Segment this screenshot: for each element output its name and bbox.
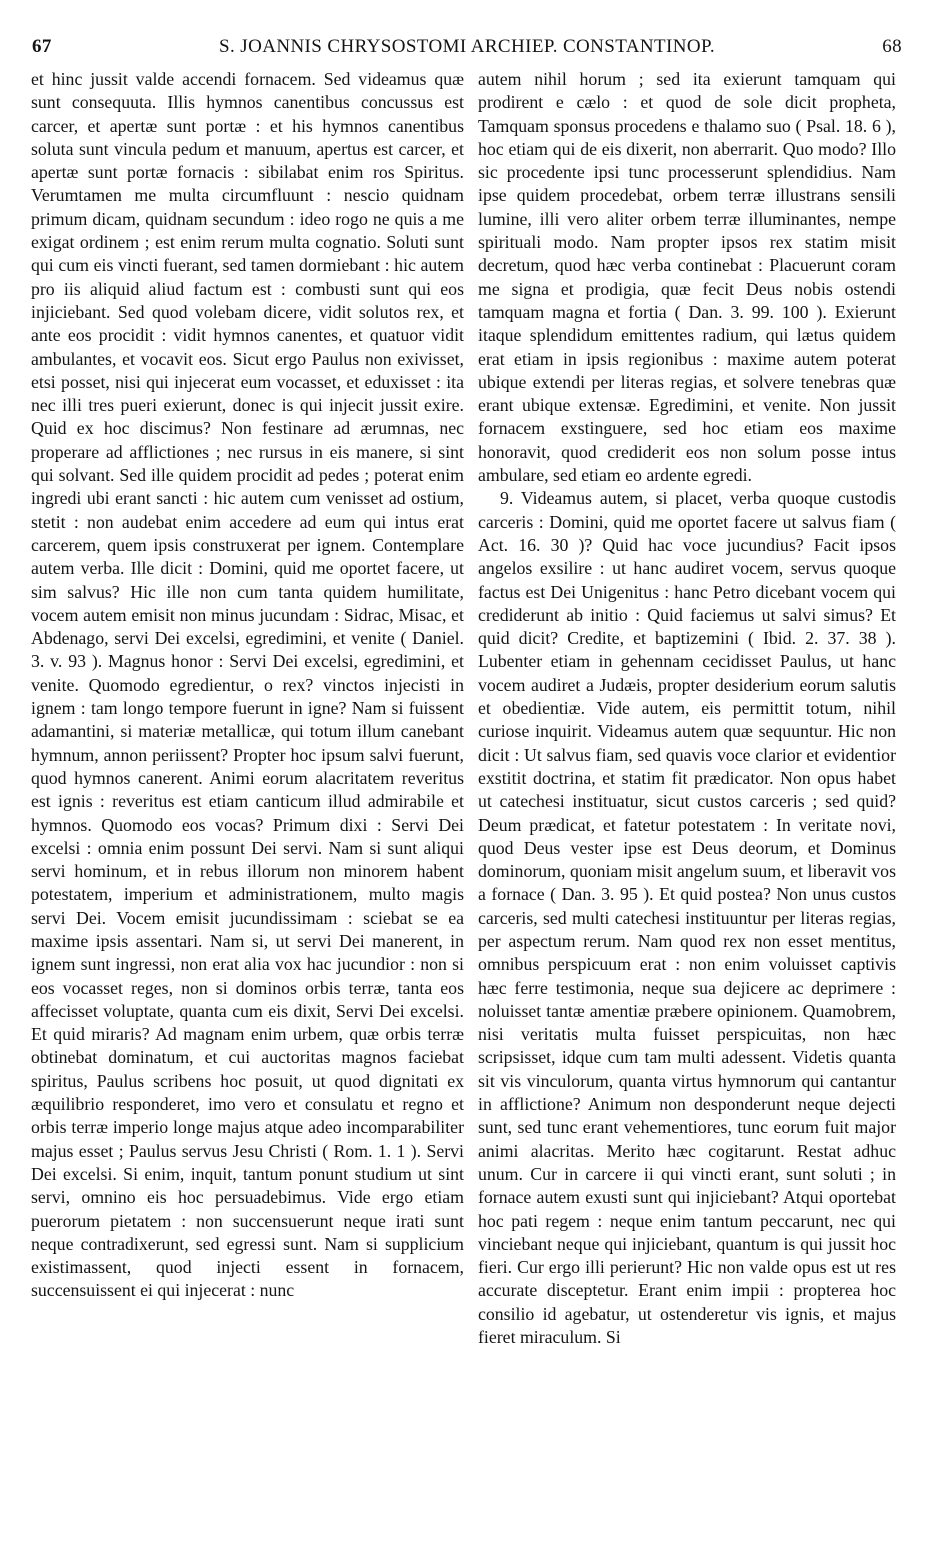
paragraph: 9. Videamus autem, si placet, verba quoque custodis carceris : Domini, quid me oportet facere ut salvus fiam ( Act. 16. 30 )? Quid hac voce jucundius? Facit ipsos angelos exsilire : ut hanc audiret vocem, servus quoque factus est Dei Unigenitus : hanc Petro dicebant vocem qui crediderunt ab initio : Quid faciemus ut salvi simus? Et quid dicit? Credite, et baptizemini ( Ibid. 2. 37. 38 ). Lubenter etiam in gehennam cecidisset Paulus, ut hanc vocem audiret a Judæis, propter desiderium eorum salutis et obedientiæ. Vide autem, eis permittit totum, nihil curiose inquirit. Videamus autem quæ sequuntur. Hic non dicit : Ut salvus fiam, sed quavis voce clarior et evidentior exstitit doctrina, et statim fit prædicator. Non opus habet ut catechesi instituatur, sicut custos carceris ; sed quid? Deum prædicat, et fatetur potestatem : In veritate novi, quod Deus vester ipse est Deus deorum, et Dominus dominorum, quoniam misit angelum suum, et liberavit vos a fornace ( Dan. 3. 95 ). Et quid postea? Non unus custos carceris, sed multi catechesi instituuntur per literas regias, per aspectum rerum. Nam quod rex non esset mentitus, omnibus perspicuum erat : non enim voluisset captivis hæc ferre testimonia, neque sua dejicere ac deprimere : noluisset tantæ amentiæ præbere opinionem. Quamobrem, nisi veritatis multa fuisset perspicuitas, non hæc scripsisset, idque cum tam multi adessent. Videtis quanta sit vis vinculorum, quanta virtus hymnorum qui cantantur in afflictione? Animum non desponderunt neque dejecti sunt, sed tunc erant vehementiores, tunc eorum fuit major animi alacritas. Merito hæc cogitarunt. Restat adhuc unum. Cur in carcere ii qui vincti erant, sunt soluti ; in fornace autem exusti sunt qui injiciebant? Atqui oportebat hoc pati regem : neque enim tantum peccarunt, nec qui vinciebant neque qui injiciebant, quantum is qui jussit hoc fieri. Cur ergo illi perierunt? Hic non valde opus est ut res accurate disceptetur. Erant enim impii : propterea hoc consilio id agebatur, ut ostenderetur vis ignis, et majus fieret miraculum. Si xyxy=(478,488,896,1348)
left-column xyxy=(31,68,464,1524)
paragraph: autem nihil horum ; sed ita exierunt tamquam qui prodirent e cælo : et quod de sole dicit propheta, Tamquam sponsus procedens e thalamo suo ( Psal. 18. 6 ), hoc etiam qui de eis dixerit, non aberrarit. Quo modo? Illo sic procedente ipsi tunc processerunt splendidius. Nam ipse quidem procedebat, orbem terræ illustrans sensili lumine, illi vero aliter orbem terræ illuminantes, nempe spirituali modo. Nam propter ipsos rex statim misit decretum, quod hæc verba continebat : Placuerunt coram me signa et prodigia, quæ fecit Deus nobis ostendi tamquam magna et fortia ( Dan. 3. 99. 100 ). Exierunt itaque splendidum emittentes radium, qui lætus quidem erat etiam in ipsis regionibus : maxime autem poterat ubique extendi per literas regias, et solvere tenebras quæ erant ubique extensæ. Egredimini, et venite. Non jussit fornacem exstinguere, sed hoc etiam eos maxime honoravit, quod crediderit eos non solum posse intus ambulare, sed etiam eo ardente egredi. xyxy=(478,69,896,486)
page-number-right: 68 xyxy=(882,36,902,57)
right-column xyxy=(478,68,896,1524)
running-title: S. JOANNIS CHRYSOSTOMI ARCHIEP. CONSTANTINOP. xyxy=(219,36,715,57)
page-number-left: 67 xyxy=(32,36,52,57)
page-header xyxy=(28,28,906,62)
paragraph: et hinc jussit valde accendi fornacem. Sed videamus quæ sunt consequuta. Illis hymnos canentibus concussus est carcer, et apertæ sunt portæ : et his hymnos canentibus soluta sunt vincula pedum et manuum, apertus est carcer, et apertæ sunt portæ fornacis : sibilabat enim ros Spiritus. Verumtamen me multa circumfluunt : nescio quidnam primum dicam, quidnam secundum : ideo rogo ne quis a me exigat ordinem ; est enim rerum multa cognatio. Soluti sunt qui cum eis vincti fuerant, sed tamen dormiebant : hic autem pro iis aliquid aliud factum est : combusti sunt qui eos injiciebant. Sed quod volebam dicere, vidit solutos rex, et ante eos procidit : vidit hymnos canentes, et quatuor vidit ambulantes, et vocavit eos. Sicut ergo Paulus non exivisset, etsi posset, nisi qui injecerat eum vocasset, et eduxisset : ita nec illi tres pueri exierunt, donec is qui injecit jussit exire. Quid ex hoc discimus? Non festinare ad ærumnas, nec properare ad afflictiones ; nec rursus in eis manere, si sint qui solvant. Sed ille quidem procidit ad pedes ; poterat enim ingredi ubi erant sancti : hic autem cum venisset ad ostium, stetit : non audebat enim accedere ad eum qui intus erat carcerem, quem ipsis construxerat per ignem. Contemplare autem verba. Ille dicit : Domini, quid me oportet facere, ut sim salvus? Hic ille non cum tanta quidem humilitate, vocem autem emisit non minus jucundam : Sidrac, Misac, et Abdenago, servi Dei excelsi, egredimini, et venite ( Daniel. 3. v. 93 ). Magnus honor : Servi Dei excelsi, egredimini, et venite. Quomodo egredientur, o rex? vinctos injecisti in ignem : tam longo tempore fuerunt in igne? Nam si fuissent adamantini, si materiæ metallicæ, qui totum illum canebant hymnum, annon periissent? Propter hoc ipsum salvi fuerunt, quod hymnos canerent. Animi eorum alacritatem reveritus est ignis : reveritus est etiam canticum illud admirabile et hymnos. Quomodo eos vocas? Primum dixi : Servi Dei excelsi : omnia enim possunt Dei servi. Nam si sunt aliqui servi hominum, et in rebus illorum non minorem habent potestatem, imperium et administrationem, multo magis servi Dei. Vocem emisit jucundissimam : sciebat se ea maxime ipsis assentari. Nam si, ut servi Dei manerent, in ignem sunt ingressi, non erat alia vox hac jucundior : non si eos vocasset reges, non si dominos orbis terræ, tanta eos affecisset voluptate, quanta cum eis dixit, Servi Dei excelsi. Et quid miraris? Ad magnam enim urbem, quæ orbis terræ obtinebat dominatum, et cui auctoritas magnos faciebat spiritus, Paulus scribens hoc posuit, ut quod dignitati ex æquilibrio responderet, imo vero et consulatu et regno et orbis terræ imperio longe majus atque adeo incomparabiliter majus esset ; Paulus servus Jesu Christi ( Rom. 1. 1 ). Servi Dei excelsi. Si enim, inquit, tantum ponunt studium ut sint servi, omnino eis hoc persuadebimus. Vide ergo etiam puerorum pietatem : non succensuerunt neque irati sunt neque contradixerunt, sed egressi sunt. Nam si supplicium existimassent, quod injecti essent in fornacem, succensuissent ei qui injecerat : nunc xyxy=(31,69,464,1301)
